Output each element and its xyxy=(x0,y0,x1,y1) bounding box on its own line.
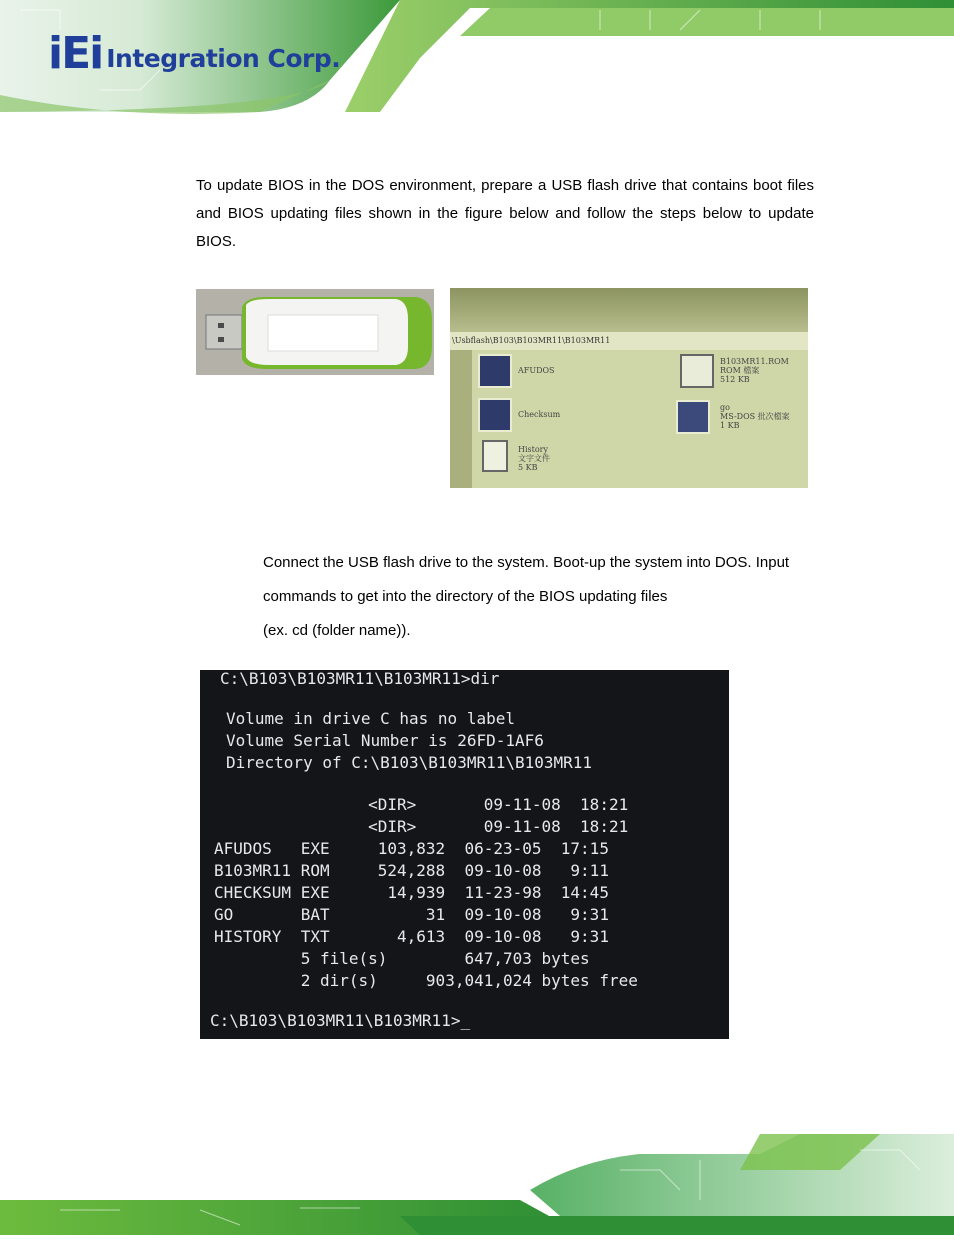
dos-dir-row: GO BAT 31 09-10-08 9:31 xyxy=(214,905,609,924)
dos-prompt-bottom: C:\B103\B103MR11\B103MR11>_ xyxy=(210,1011,471,1030)
company-logo xyxy=(48,26,341,79)
file-name: AFUDOS xyxy=(518,366,555,375)
usb-flash-drive-photo xyxy=(196,289,434,375)
dos-screen-photo xyxy=(200,670,729,1039)
explorer-sidebar xyxy=(450,350,472,488)
file-checksum xyxy=(518,410,560,419)
file-type: MS-DOS 批次檔案 xyxy=(720,412,790,421)
dos-dir-row: <DIR> 09-11-08 18:21 xyxy=(214,817,629,836)
file-name: Checksum xyxy=(518,410,561,419)
file-history xyxy=(518,445,550,472)
file-size: 512 KB xyxy=(720,375,750,384)
file-type: ROM 檔案 xyxy=(720,366,760,375)
step-line-1: Connect the USB flash drive to the system. Boot-up the system into DOS. Input xyxy=(263,554,790,571)
file-afudos xyxy=(518,366,555,375)
batch-file-gear-icon xyxy=(676,400,710,434)
file-name: go xyxy=(720,403,730,412)
logo-text: Integration Corp. xyxy=(106,44,341,73)
header-banner xyxy=(0,0,954,115)
file-size: 5 KB xyxy=(518,463,538,472)
dos-prompt-top: C:\B103\B103MR11\B103MR11>dir xyxy=(220,670,500,688)
file-rom xyxy=(720,357,789,384)
logo-mark: iEi xyxy=(48,28,103,79)
footer-decoration xyxy=(0,1130,954,1235)
step-instructions xyxy=(263,548,823,650)
footer-banner xyxy=(0,1130,954,1235)
file-type: 文字文件 xyxy=(518,454,550,463)
usb-drive-illustration xyxy=(196,289,434,375)
explorer-toolbar xyxy=(450,288,808,332)
dos-serial-line: Volume Serial Number is 26FD-1AF6 xyxy=(226,731,544,750)
dos-files-summary: 5 file(s) 647,703 bytes xyxy=(214,949,590,968)
window-icon xyxy=(478,398,512,432)
file-explorer-photo xyxy=(450,288,808,488)
file-go xyxy=(720,403,790,430)
dos-console xyxy=(200,670,729,1039)
dos-dir-row: CHECKSUM EXE 14,939 11-23-98 14:45 xyxy=(214,883,609,902)
folder-icon xyxy=(478,354,512,388)
dos-directory-line: Directory of C:\B103\B103MR11\B103MR11 xyxy=(226,753,593,772)
file-name: B103MR11.ROM xyxy=(720,357,789,366)
dos-dir-row: <DIR> 09-11-08 18:21 xyxy=(214,795,629,814)
dos-dir-row: B103MR11 ROM 524,288 09-10-08 9:11 xyxy=(214,861,609,880)
intro-paragraph: To update BIOS in the DOS environment, prepare a USB flash drive that contains boot files and BIOS updating files shown in the figure below and follow the steps below to update BIOS. xyxy=(196,177,814,250)
dos-dir-row: HISTORY TXT 4,613 09-10-08 9:31 xyxy=(214,927,609,946)
step-line-3: (ex. cd (folder name)). xyxy=(263,622,411,639)
dos-volume-line: Volume in drive C has no label xyxy=(226,709,515,728)
text-file-icon xyxy=(482,440,508,472)
file-name: History xyxy=(518,445,549,454)
file-size: 1 KB xyxy=(720,421,740,430)
dos-dir-row: AFUDOS EXE 103,832 06-23-05 17:15 xyxy=(214,839,609,858)
explorer-address-bar: \Usbflash\B103\B103MR11\B103MR11 xyxy=(450,332,808,350)
rom-file-icon xyxy=(680,354,714,388)
dos-dirs-summary: 2 dir(s) 903,041,024 bytes free xyxy=(214,971,638,990)
step-line-2: commands to get into the directory of the BIOS updating files xyxy=(263,588,668,605)
